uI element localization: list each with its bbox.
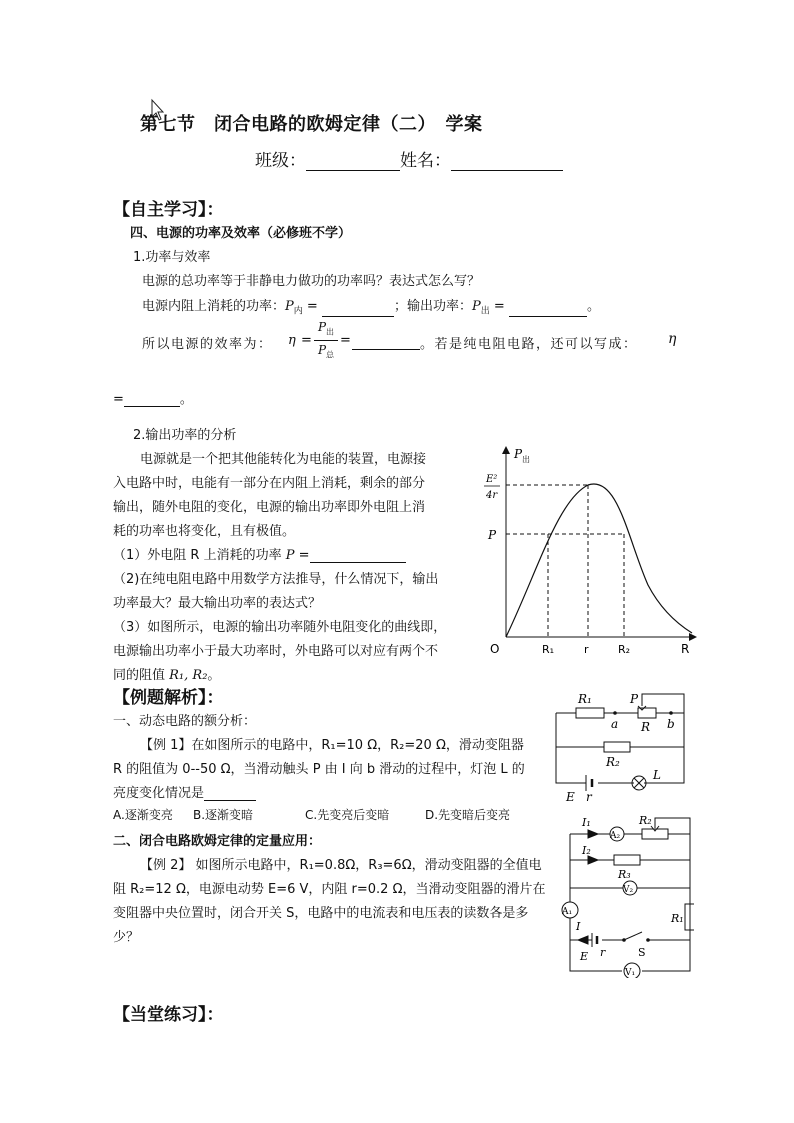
resistor-r1 — [576, 708, 604, 718]
circuit1-a: a — [611, 717, 619, 731]
eq-5: = — [298, 548, 310, 563]
question-1-text: （1）外电阻 R 上消耗的功率 — [113, 548, 286, 563]
question-3-line-1: （3）如图所示，电源的输出功率随外电阻变化的曲线即， — [113, 620, 447, 635]
r-label: r — [584, 643, 589, 656]
out-power-blank[interactable] — [509, 300, 587, 317]
example1-line-3-text: 亮度变化情况是 — [113, 786, 205, 801]
question-2-line-1: （2)在纯电阻电路中用数学方法推导，什么情况下，输出 — [113, 572, 439, 587]
example2-line-3: 变阻器中央位置时，闭合开关 S，电路中的电流表和电压表的读数各是多 — [113, 906, 529, 921]
frac-denominator — [314, 343, 338, 360]
rheostat-r — [638, 708, 656, 718]
question-3-line-2: 电源输出功率小于最大功率时，外电路可以对应有两个不 — [113, 644, 439, 659]
pure-resistor-text: 。若是纯电阻电路，还可以写成： — [420, 337, 638, 352]
option-a[interactable]: A.逐渐变亮 — [113, 808, 173, 822]
example1-line-2: R 的阻值为 0--50 Ω，当滑动触头 P 由 I 向 b 滑动的过程中，灯泡 L 的 — [113, 762, 525, 777]
example2-line-2: 阻 R₂=12 Ω，电源电动势 E=6 V，内阻 r=0.2 Ω，当滑动变阻器的滑片在 — [113, 882, 546, 897]
question-3-line-3-text: 同的阻值 — [113, 668, 170, 683]
y-axis-sub: 出 — [522, 455, 530, 464]
circuit1-l: L — [653, 768, 661, 782]
r2-label: R₂ — [618, 643, 631, 656]
circuit2-r3: R₃ — [618, 868, 631, 881]
class-blank[interactable] — [306, 154, 400, 171]
page-title: 第七节 闭合电路的欧姆定律（二） 学案 — [140, 114, 483, 135]
node-a — [613, 711, 617, 715]
frac-num-symbol: P — [317, 320, 327, 334]
inner-power-label: 电源内阻上消耗的功率： — [142, 299, 286, 314]
eta-symbol-2: η — [668, 331, 677, 347]
circuit2-a2: A₂ — [610, 831, 621, 841]
inner-power-symbol: P — [285, 299, 294, 314]
x-axis-label: R — [681, 642, 690, 656]
fraction-bar — [314, 340, 338, 341]
circuit1-r: R — [641, 720, 651, 734]
class-label: 班级： — [255, 151, 306, 171]
inner-power-blank[interactable] — [322, 300, 394, 317]
power-curve — [506, 484, 692, 637]
question-2-line-2: 功率最大？最大输出功率的表达式？ — [113, 596, 322, 611]
circuit2-r2: R₂ — [639, 814, 652, 827]
eta-formula-line — [113, 388, 193, 407]
circuit1-p: P — [630, 692, 639, 706]
example1-line-1: 【例 1】在如图所示的电路中，R₁=10 Ω，R₂=20 Ω，滑动变阻器 — [140, 738, 524, 753]
node-b — [669, 711, 673, 715]
para-line-1: 电源就是一个把其他能转化为电能的装置，电源接 — [140, 452, 427, 467]
circuit1-r1: R₁ — [578, 692, 592, 706]
question-total-power: 电源的总功率等于非静电力做功的功率吗？表达式怎么写？ — [142, 274, 481, 289]
r1-r2-symbols: R₁, R₂ — [169, 668, 208, 683]
peak-denominator: 4r — [486, 490, 498, 501]
class-name-line — [255, 146, 563, 171]
question-3-line-3 — [113, 664, 220, 683]
circuit2-r1: R₁ — [671, 912, 684, 925]
out-power-symbol: P — [472, 299, 481, 314]
section-heading-self-study: 【自主学习】： — [113, 200, 224, 220]
switch-pivot — [622, 938, 626, 942]
frac-numerator — [314, 320, 338, 337]
example2-line-1: 【例 2】 如图所示电路中，R₁=0.8Ω，R₃=6Ω，滑动变阻器的全值电 — [140, 858, 542, 873]
circuit2-e: E — [580, 950, 589, 963]
circuit2-i2: I₂ — [582, 844, 591, 857]
item1-title: 1.功率与效率 — [133, 250, 211, 265]
period-1: 。 — [586, 299, 600, 314]
circuit2-r-internal: r — [600, 946, 606, 959]
section-heading-practice: 【当堂练习】： — [113, 1005, 224, 1025]
circuit1-r-internal: r — [586, 790, 592, 804]
power-blank[interactable] — [310, 546, 406, 563]
frac-num-sub: 出 — [326, 327, 335, 337]
option-b[interactable]: B.逐渐变暗 — [193, 808, 254, 822]
question-1 — [113, 544, 406, 563]
eq-2: = — [493, 299, 505, 314]
frac-den-symbol: P — [317, 343, 327, 357]
circuit1-e: E — [566, 790, 575, 804]
item2-title: 2.输出功率的分析 — [133, 428, 237, 443]
eta-formula-blank[interactable] — [124, 390, 180, 407]
para-line-2: 入电路中时，电能有一部分在内阻上消耗，剩余的部分 — [113, 476, 426, 491]
r1-label: R₁ — [542, 643, 555, 656]
eq-1: = — [306, 299, 318, 314]
origin-label: O — [490, 642, 500, 656]
period-2: 。 — [179, 392, 193, 407]
circuit2-a1: A₁ — [562, 907, 573, 917]
circuit2-v1: V₁ — [625, 968, 636, 978]
output-power-graph — [478, 440, 700, 662]
part1-title: 一、动态电路的额分析： — [113, 714, 257, 729]
resistor-r3 — [614, 855, 640, 865]
circuit1-b: b — [667, 717, 675, 731]
circuit2-v2: V₂ — [623, 885, 634, 895]
circuit2-i1: I₁ — [582, 816, 591, 829]
eq-start: = — [113, 392, 124, 407]
eta-symbol: η — [288, 333, 296, 348]
p-label: P — [488, 528, 497, 542]
y-axis-label: P — [514, 447, 523, 461]
resistor-r2 — [604, 742, 630, 752]
circuit-diagram-2 — [558, 810, 694, 978]
circuit1-r2: R₂ — [606, 755, 620, 769]
circuit2-i: I — [576, 920, 581, 933]
name-blank[interactable] — [451, 154, 563, 171]
efficiency-label: 所以电源的效率为： — [142, 337, 273, 352]
eq-4: = — [340, 333, 351, 348]
option-d[interactable]: D.先变暗后变亮 — [425, 808, 511, 822]
switch-contact — [646, 938, 650, 942]
eq-3: = — [301, 333, 312, 348]
name-label: 姓名： — [400, 151, 451, 171]
option-c[interactable]: C.先变亮后变暗 — [305, 808, 390, 822]
example2-line-4: 少？ — [113, 930, 140, 945]
peak-numerator: E² — [486, 474, 498, 485]
example1-line-3 — [113, 782, 256, 801]
out-power-sub: 出 — [480, 306, 490, 317]
power-symbol: P — [285, 548, 295, 563]
sep-1: ； — [393, 299, 407, 314]
circuit2-s: S — [638, 946, 646, 959]
period-3: 。 — [207, 668, 221, 683]
example1-blank[interactable] — [204, 784, 256, 801]
part2-title: 二、闭合电路欧姆定律的定量应用： — [113, 834, 322, 849]
para-line-3: 输出，随外电阻的变化，电源的输出功率即外电阻上消 — [113, 500, 426, 515]
power-line — [142, 295, 600, 317]
part4-title: 四、电源的功率及效率（必修班不学） — [130, 226, 352, 241]
para-line-4: 耗的功率也将变化，且有极值。 — [113, 524, 296, 539]
frac-den-sub: 总 — [326, 350, 335, 360]
efficiency-blank[interactable] — [352, 333, 420, 350]
output-power-label: 输出功率： — [406, 299, 472, 314]
inner-power-sub: 内 — [293, 306, 303, 317]
circuit-diagram-1 — [548, 686, 692, 804]
section-heading-examples: 【例题解析】： — [113, 688, 224, 708]
